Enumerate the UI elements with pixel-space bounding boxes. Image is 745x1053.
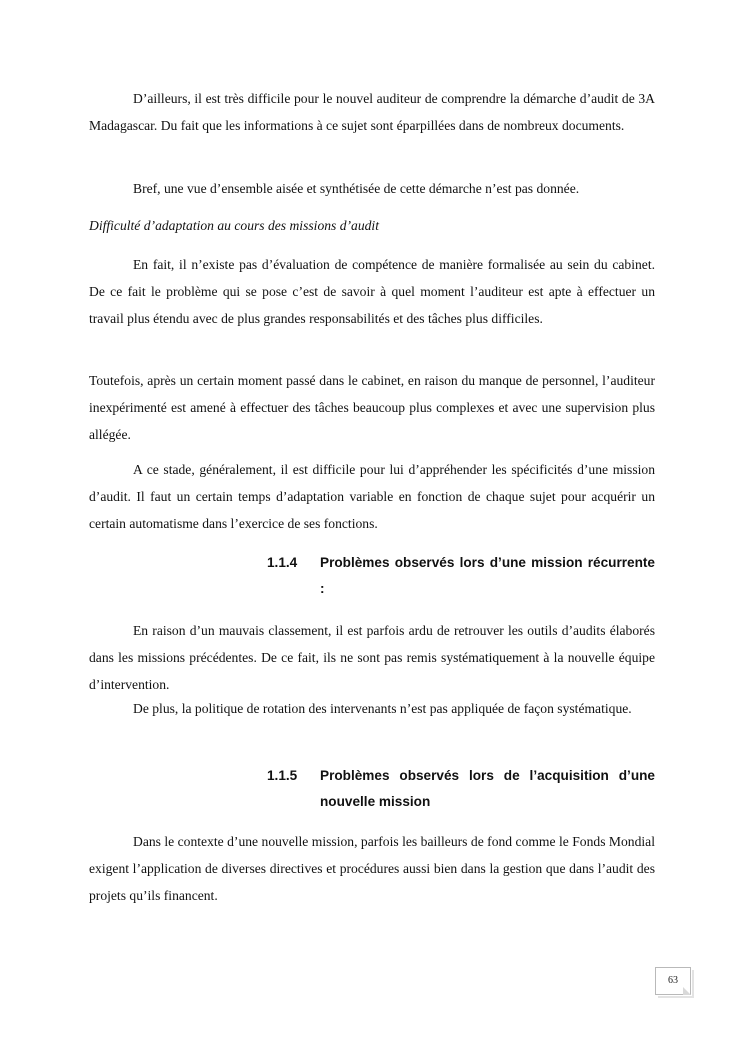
section-heading-1-1-5 <box>267 763 655 815</box>
section-title: Problèmes observés lors d’une mission récurrente : <box>320 555 655 596</box>
paragraph-inexperienced-auditor: Toutefois, après un certain moment passé dans le cabinet, en raison du manque de personnel, l’auditeur inexpérimenté est amené à effectuer des tâches beaucoup plus complexes et avec une supervision plus allégée. <box>89 373 655 442</box>
paragraph-new-mission-context: Dans le contexte d’une nouvelle mission, parfois les bailleurs de fond comme le Fonds Mondial exigent l’application de diverses directives et procédures aussi bien dans la gestion que dans l’audit des projets qu’ils financent. <box>89 834 655 903</box>
section-title: Problèmes observés lors de l’acquisition d’une nouvelle mission <box>320 768 655 809</box>
paragraph-overview-not-given: Bref, une vue d’ensemble aisée et synthétisée de cette démarche n’est pas donnée. <box>133 181 580 196</box>
paragraph-difficulty-understanding: D’ailleurs, il est très difficile pour le nouvel auditeur de comprendre la démarche d’audit de 3A Madagascar. Du fait que les informations à ce sujet sont éparpillées dans de nombreux documents. <box>89 91 655 133</box>
subheading-adaptation-difficulty: Difficulté d’adaptation au cours des missions d’audit <box>89 218 379 233</box>
page-number: 63 <box>655 967 691 995</box>
paragraph-bad-classification: En raison d’un mauvais classement, il est parfois ardu de retrouver les outils d’audits élaborés dans les missions précédentes. De ce fait, ils ne sont pas remis systématiquement à la nouvelle équipe d’intervention. <box>89 623 655 692</box>
paragraph-adaptation-time: A ce stade, généralement, il est difficile pour lui d’appréhender les spécificités d’une mission d’audit. Il faut un certain temps d’adaptation variable en fonction de chaque sujet pour acquérir un certain automatisme dans l’exercice de ses fonctions. <box>89 462 655 531</box>
paragraph-competence-evaluation: En fait, il n’existe pas d’évaluation de compétence de manière formalisée au sein du cabinet. De ce fait le problème qui se pose c’est de savoir à quel moment l’auditeur est apte à effectuer un travail plus étendu avec de plus grandes responsabilités et des tâches plus difficiles. <box>89 257 655 326</box>
section-number: 1.1.5 <box>267 768 298 783</box>
section-number: 1.1.4 <box>267 555 298 570</box>
paragraph-rotation-policy: De plus, la politique de rotation des intervenants n’est pas appliquée de façon systématique. <box>133 701 632 716</box>
section-heading-1-1-4 <box>267 550 655 602</box>
